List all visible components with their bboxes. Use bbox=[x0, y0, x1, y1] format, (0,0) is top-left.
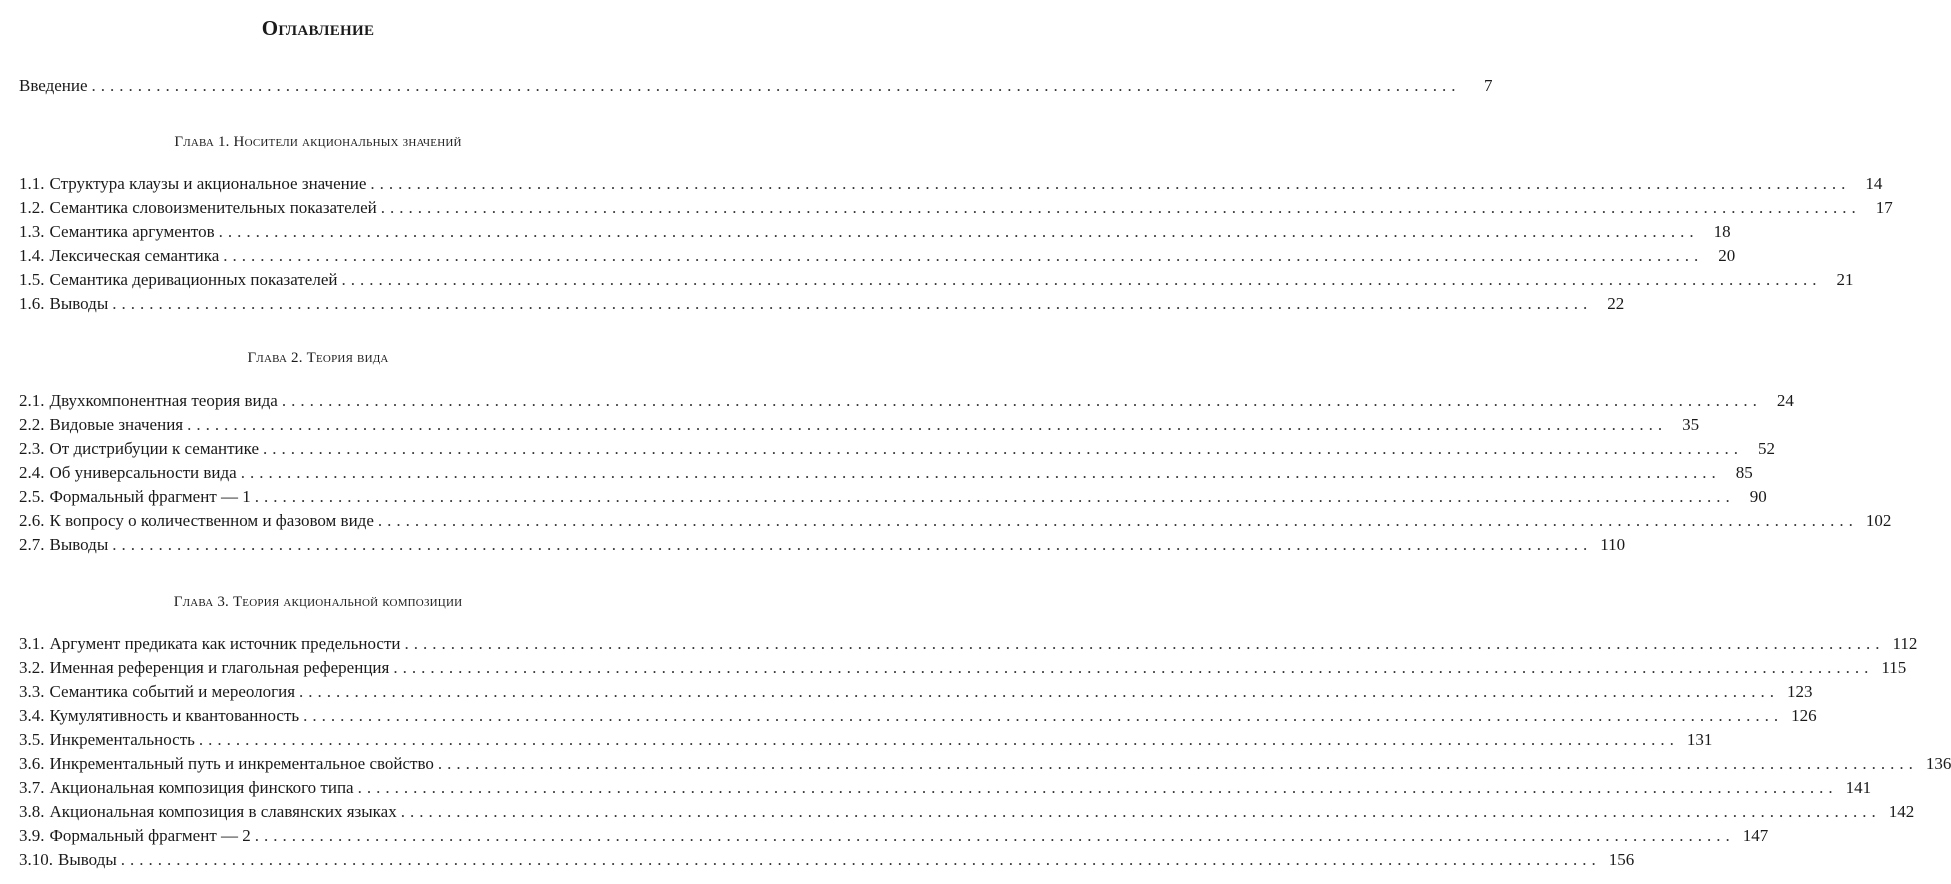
dot-leader: ................................................................................................................................................................ bbox=[198, 730, 1679, 749]
entry-number: 3.1. bbox=[19, 634, 45, 653]
entry-number: 2.7. bbox=[19, 535, 45, 554]
entry-label: От дистрибуции к семантике bbox=[49, 439, 260, 458]
toc-entry[interactable] bbox=[19, 800, 1915, 824]
toc-entry[interactable] bbox=[19, 292, 1625, 316]
entry-page: 142 bbox=[1888, 802, 1915, 821]
dot-leader: ................................................................................................................................................................ bbox=[341, 270, 1822, 289]
entry-page: 85 bbox=[1735, 463, 1753, 482]
entry-label: Инкрементальность bbox=[49, 730, 195, 749]
dot-leader: ................................................................................................................................................................ bbox=[120, 850, 1601, 869]
entry-label: К вопросу о количественном и фазовом виде bbox=[49, 511, 374, 530]
entry-label: Формальный фрагмент — 2 bbox=[49, 826, 251, 845]
dot-leader: ................................................................................................................................................................ bbox=[400, 802, 1881, 821]
dot-leader: .................................................................................................................................................... bbox=[91, 76, 1461, 95]
entry-page: 126 bbox=[1791, 706, 1817, 725]
toc-entry[interactable] bbox=[19, 220, 1731, 244]
toc-entry[interactable] bbox=[19, 244, 1736, 268]
entry-page: 52 bbox=[1758, 439, 1776, 458]
dot-leader: ................................................................................................................................................................ bbox=[263, 439, 1744, 458]
entry-page: 21 bbox=[1836, 270, 1854, 289]
toc-entry[interactable] bbox=[19, 752, 1951, 776]
dot-leader: ................................................................................................................................................................ bbox=[370, 174, 1851, 193]
chapter-2-title: Глава 2. Теория вида bbox=[247, 350, 389, 366]
entry-page: 7 bbox=[1484, 76, 1493, 95]
toc-entry[interactable] bbox=[19, 172, 1883, 196]
entry-label: Видовые значения bbox=[49, 415, 184, 434]
dot-leader: ................................................................................................................................................................ bbox=[303, 706, 1784, 725]
entry-page: 141 bbox=[1845, 778, 1872, 797]
entry-number: 3.3. bbox=[19, 682, 45, 701]
entry-number: 2.3. bbox=[19, 439, 45, 458]
dot-leader: ................................................................................................................................................................ bbox=[218, 222, 1699, 241]
entry-label: Выводы bbox=[49, 294, 109, 313]
entry-number: 1.3. bbox=[19, 222, 45, 241]
entry-label: Аргумент предиката как источник предельности bbox=[49, 634, 401, 653]
dot-leader: ................................................................................................................................................................ bbox=[254, 487, 1735, 506]
entry-label: Акциональная композиция финского типа bbox=[49, 778, 354, 797]
entry-page: 123 bbox=[1787, 682, 1813, 701]
entry-label: Структура клаузы и акциональное значение bbox=[49, 174, 367, 193]
entry-page: 147 bbox=[1742, 826, 1769, 845]
entry-label: Формальный фрагмент — 1 bbox=[49, 487, 251, 506]
entry-label: Выводы bbox=[49, 535, 109, 554]
entry-page: 112 bbox=[1892, 634, 1918, 653]
dot-leader: ................................................................................................................................................................ bbox=[380, 198, 1861, 217]
entry-number: 1.4. bbox=[19, 246, 45, 265]
dot-leader: ................................................................................................................................................................ bbox=[281, 391, 1762, 410]
dot-leader: ................................................................................................................................................................ bbox=[393, 658, 1874, 677]
entry-number: 1.5. bbox=[19, 270, 45, 289]
entry-number: 3.7. bbox=[19, 778, 45, 797]
entry-label: Выводы bbox=[58, 850, 117, 869]
toc-entry[interactable] bbox=[19, 389, 1794, 413]
toc-entry[interactable] bbox=[19, 848, 1635, 872]
toc-entry[interactable] bbox=[19, 680, 1813, 704]
entry-label: Семантика деривационных показателей bbox=[49, 270, 338, 289]
toc-entry[interactable] bbox=[19, 509, 1892, 533]
entry-page: 102 bbox=[1865, 511, 1892, 530]
toc-entry[interactable] bbox=[19, 656, 1907, 680]
entry-label: Семантика словоизменительных показателей bbox=[49, 198, 377, 217]
entry-page: 136 bbox=[1925, 754, 1951, 773]
entry-number: 2.1. bbox=[19, 391, 45, 410]
toc-entry[interactable] bbox=[19, 728, 1713, 752]
chapter-3-list bbox=[19, 632, 1951, 872]
entry-number: 2.6. bbox=[19, 511, 45, 530]
entry-label: Инкрементальный путь и инкрементальное свойство bbox=[49, 754, 434, 773]
dot-leader: ................................................................................................................................................................ bbox=[112, 294, 1593, 313]
entry-page: 22 bbox=[1607, 294, 1625, 313]
entry-label: Двухкомпонентная теория вида bbox=[49, 391, 278, 410]
entry-page: 17 bbox=[1875, 198, 1893, 217]
entry-number: 3.6. bbox=[19, 754, 45, 773]
dot-leader: ................................................................................................................................................................ bbox=[404, 634, 1885, 653]
entry-number: 3.10. bbox=[19, 850, 53, 869]
entry-page: 156 bbox=[1608, 850, 1635, 869]
dot-leader: ................................................................................................................................................................ bbox=[187, 415, 1668, 434]
entry-page: 115 bbox=[1881, 658, 1907, 677]
entry-page: 24 bbox=[1776, 391, 1794, 410]
entry-label: Именная референция и глагольная референция bbox=[49, 658, 390, 677]
entry-page: 18 bbox=[1713, 222, 1731, 241]
toc-entry[interactable] bbox=[19, 824, 1769, 848]
dot-leader: ................................................................................................................................................................ bbox=[240, 463, 1721, 482]
entry-label: Об универсальности вида bbox=[49, 463, 237, 482]
entry-number: 3.4. bbox=[19, 706, 45, 725]
entry-label: Введение bbox=[19, 76, 88, 95]
entry-number: 1.1. bbox=[19, 174, 45, 193]
entry-number: 3.5. bbox=[19, 730, 45, 749]
page-title: Оглавление bbox=[261, 16, 375, 40]
entry-number: 1.2. bbox=[19, 198, 45, 217]
entry-page: 131 bbox=[1686, 730, 1713, 749]
toc-entry[interactable] bbox=[19, 485, 1767, 509]
toc-entry[interactable] bbox=[19, 461, 1753, 485]
toc-entry[interactable] bbox=[19, 437, 1776, 461]
entry-number: 2.2. bbox=[19, 415, 45, 434]
toc-entry[interactable] bbox=[19, 196, 1893, 220]
dot-leader: ................................................................................................................................................................ bbox=[254, 826, 1735, 845]
entry-label: Семантика аргументов bbox=[49, 222, 215, 241]
toc-entry[interactable] bbox=[19, 632, 1918, 656]
entry-page: 110 bbox=[1600, 535, 1626, 554]
entry-number: 3.8. bbox=[19, 802, 45, 821]
dot-leader: ................................................................................................................................................................ bbox=[357, 778, 1838, 797]
chapter-2-list bbox=[19, 389, 1892, 557]
entry-label: Акциональная композиция в славянских языках bbox=[49, 802, 397, 821]
dot-leader: ................................................................................................................................................................ bbox=[299, 682, 1780, 701]
entry-label: Кумулятивность и квантованность bbox=[49, 706, 300, 725]
chapter-3-title: Глава 3. Теория акциональной композиции bbox=[173, 594, 463, 610]
dot-leader: ................................................................................................................................................................ bbox=[377, 511, 1858, 530]
toc-entry[interactable] bbox=[19, 533, 1626, 557]
toc-entry-intro[interactable] bbox=[19, 74, 1493, 98]
dot-leader: ................................................................................................................................................................ bbox=[437, 754, 1918, 773]
entry-label: Лексическая семантика bbox=[49, 246, 220, 265]
chapter-1-title: Глава 1. Носители акциональных значений bbox=[174, 134, 462, 150]
chapter-1-list bbox=[19, 172, 1893, 316]
toc-entry[interactable] bbox=[19, 704, 1817, 728]
entry-page: 35 bbox=[1682, 415, 1700, 434]
entry-label: Семантика событий и мереология bbox=[49, 682, 296, 701]
entry-number: 2.4. bbox=[19, 463, 45, 482]
entry-number: 3.9. bbox=[19, 826, 45, 845]
entry-page: 90 bbox=[1749, 487, 1767, 506]
dot-leader: ................................................................................................................................................................ bbox=[112, 535, 1593, 554]
toc-entry[interactable] bbox=[19, 268, 1854, 292]
entry-number: 1.6. bbox=[19, 294, 45, 313]
entry-number: 3.2. bbox=[19, 658, 45, 677]
dot-leader: ................................................................................................................................................................ bbox=[223, 246, 1704, 265]
toc-entry[interactable] bbox=[19, 413, 1700, 437]
toc-entry[interactable] bbox=[19, 776, 1872, 800]
entry-number: 2.5. bbox=[19, 487, 45, 506]
entry-page: 14 bbox=[1865, 174, 1883, 193]
entry-page: 20 bbox=[1718, 246, 1736, 265]
